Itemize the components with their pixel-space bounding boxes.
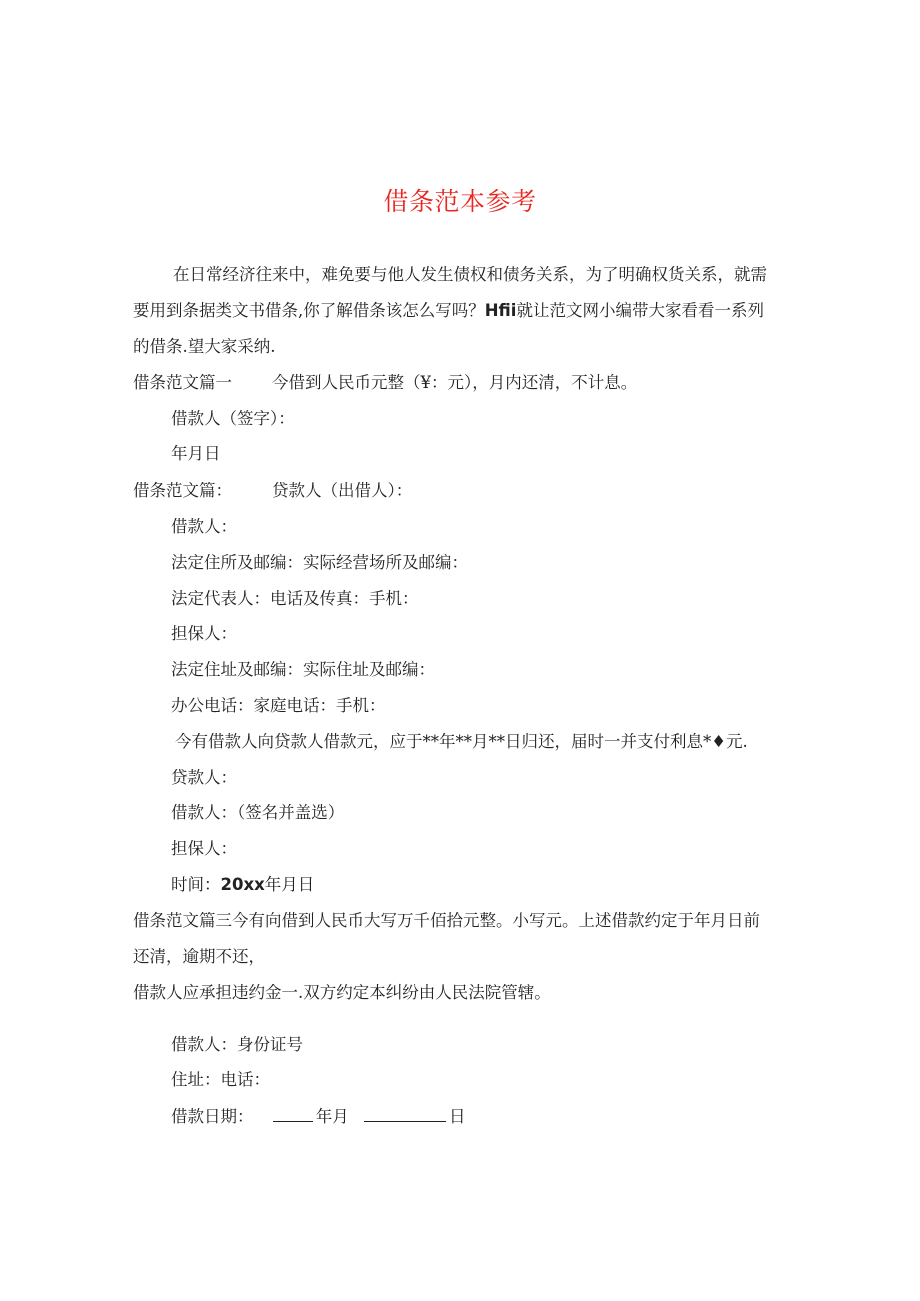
year-blank — [273, 1105, 313, 1122]
intro-line-2 — [133, 300, 764, 322]
section1-date: 年月日 — [171, 444, 221, 463]
section2-borrower: 借款人： — [171, 517, 237, 536]
section2-body: 今有借款人向贷款人借款元，应于**年**月**日归还，届时一并支付利息*♦元. — [175, 732, 748, 751]
intro-line-3: 的借条.望大家采纳. — [133, 337, 276, 356]
section1-text: 今借到人民币元整（¥：元），月内还清，不计息。 — [272, 373, 638, 392]
section3-line-3: 借款人应承担违约金一.双方约定本纠纷由人民法院管辖。 — [133, 983, 551, 1002]
footer-date-label: 借款日期： — [171, 1107, 254, 1126]
footer-borrower-id: 借款人：身份证号 — [171, 1035, 303, 1054]
section2-phones: 办公电话：家庭电话：手机： — [171, 696, 386, 715]
section2-address: 法定住所及邮编：实际经营场所及邮编： — [171, 553, 468, 572]
section2-borrower-sign: 借款人：（签名并盖选） — [171, 803, 345, 822]
section2-lender: 贷款人（出借人）： — [272, 481, 413, 500]
document-title: 借条范本参考 — [383, 187, 537, 216]
footer-month-text: 年月 — [315, 1107, 349, 1126]
section3-line-2: 还清，逾期不还， — [133, 947, 265, 966]
section2-time-year: 20xx — [220, 875, 265, 894]
section2-lender-sign: 贷款人： — [171, 768, 237, 787]
section3-line-1: 借条范文篇三今有向借到人民币大写万千佰拾元整。小写元。上述借款约定于年月日前 — [133, 911, 760, 930]
section2-rep: 法定代表人：电话及传真：手机： — [171, 589, 419, 608]
footer-address-phone: 住址：电话： — [171, 1070, 270, 1089]
section2-time — [171, 874, 314, 896]
intro-line-2-text-b: 就让范文网小编带大家看看一系列 — [516, 301, 764, 320]
intro-line-1: 在日常经济往来中，难免要与他人发生债权和债务关系，为了明确权货关系，就需 — [173, 265, 767, 284]
intro-line-2-bold: Hfii — [484, 301, 517, 320]
section2-guarantor-address: 法定住址及邮编：实际住址及邮编： — [171, 660, 435, 679]
day-blank — [364, 1105, 446, 1122]
section1-borrower-sign: 借款人（签字）： — [171, 409, 295, 428]
footer-day-text: 日 — [449, 1107, 466, 1126]
section2-guarantor: 担保人： — [171, 624, 237, 643]
section1-heading: 借条范文篇一 — [133, 373, 232, 392]
intro-line-2-text-a: 要用到条据类文书借条,你了解借条该怎么写吗？ — [133, 301, 485, 320]
section2-guarantor-sign: 担保人： — [171, 839, 237, 858]
footer-date — [171, 1105, 466, 1128]
section2-heading: 借条范文篇： — [133, 481, 232, 500]
section2-time-rest: 年月日 — [264, 875, 315, 894]
section2-time-label: 时间： — [171, 875, 221, 894]
